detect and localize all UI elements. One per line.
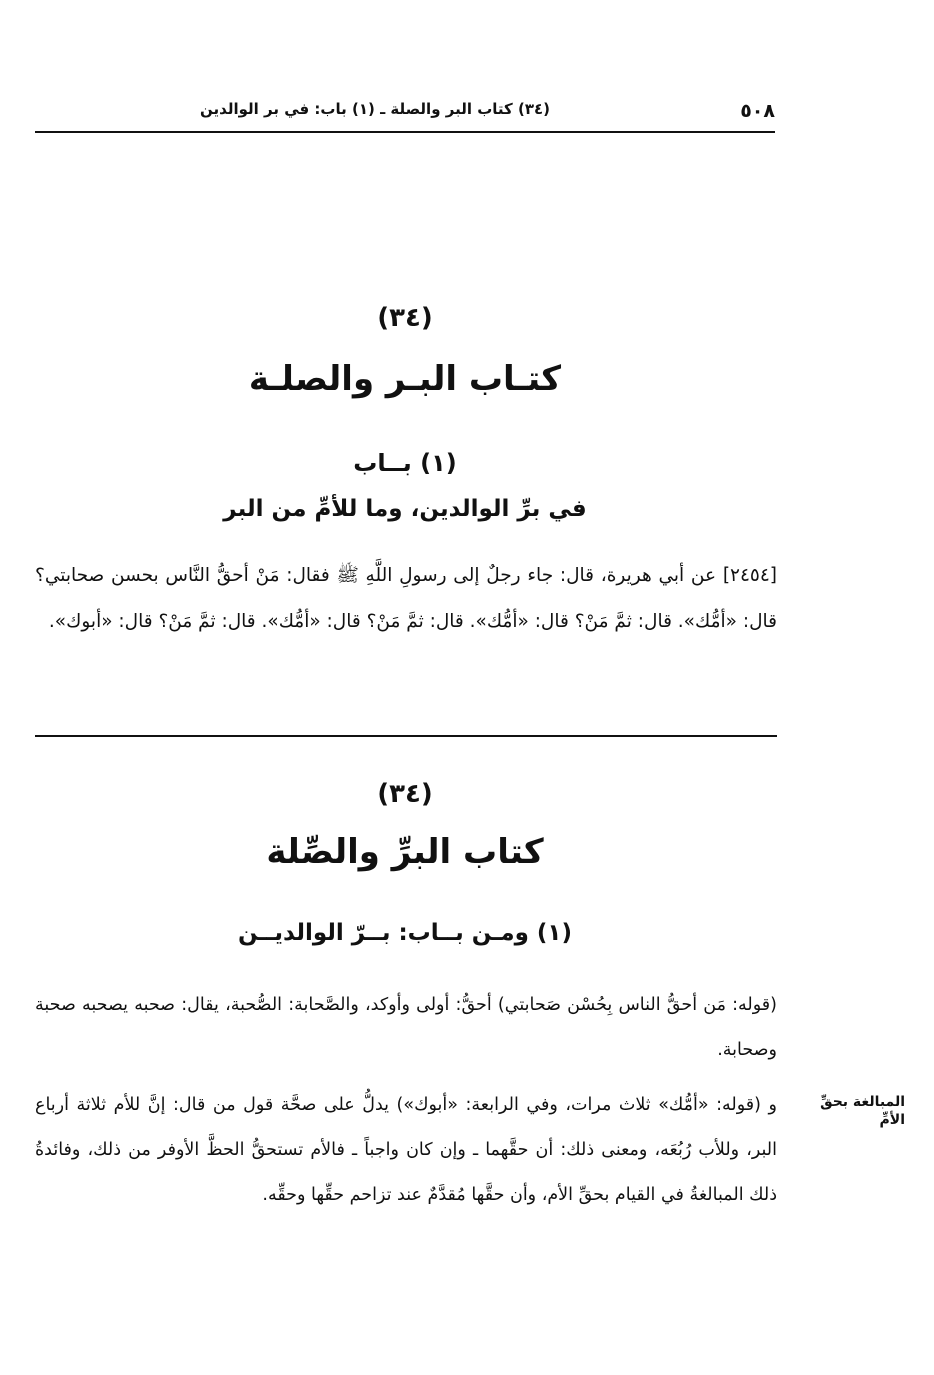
page-number: ٥٠٨	[740, 100, 775, 122]
bab-title: في برِّ الوالدين، وما للأمِّ من البر	[223, 496, 587, 522]
commentary-paragraph-1: (قوله: مَن أحقُّ الناس بِحُسْن صَحابتي) أحقُّ: أولى وأوكد، والصَّحابة: الصُّحبة، يقال: صحبه يصحبه صحبة وصحابة.	[35, 995, 777, 1060]
bab-label: (١) بــاب	[353, 449, 457, 477]
commentary-paragraph-2: و (قوله: «أمُّك» ثلاث مرات، وفي الرابعة: «أبوك») يدلُّ على صحَّة قول من قال: إنَّ للأم ثلاثة أرباع البر، وللأب رُبُعَه، ومعنى ذلك: أن حقَّهما ـ وإن كان واجباً ـ فالأم تستحقُّ الحظَّ الأوفر من ذلك، وفائدةُ ذلك المبالغةُ في القيام بحقِّ الأم، وأن حقَّها مُقدَّمٌ عند تزاحم حقِّها وحقِّه.	[35, 1095, 777, 1205]
commentary-book-title: كتاب البرِّ والصِّلة	[266, 832, 544, 872]
running-title: (٣٤) كتاب البر والصلة ـ (١) باب: في بر الوالدين	[200, 100, 550, 118]
commentary-book-number: (٣٤)	[377, 779, 433, 809]
section-divider	[35, 735, 777, 737]
book-number: (٣٤)	[377, 303, 433, 333]
margin-note: المبالغة بحقِّ الأمِّ	[820, 1094, 905, 1128]
hadith-paragraph	[35, 553, 777, 645]
hadith-text: عن أبي هريرة، قال: جاء رجلٌ إلى رسولِ اللَّهِ ﷺ فقال: مَنْ أحقُّ النَّاس بحسن صحابتي؟ قال: «أمُّك». قال: ثمَّ مَنْ؟ قال: «أمُّك». قال: ثمَّ مَنْ؟ قال: «أمُّك». قال: ثمَّ مَنْ؟ قال: «أبوك».	[35, 565, 777, 632]
header-rule	[35, 131, 775, 133]
running-header	[200, 96, 775, 130]
book-title: كتـاب البـر والصلـة	[248, 359, 562, 399]
hadith-number: [٢٤٥٤]	[722, 565, 777, 586]
commentary-bab-title: (١) ومـن بــاب: بــرّ الوالديــن	[238, 920, 572, 946]
